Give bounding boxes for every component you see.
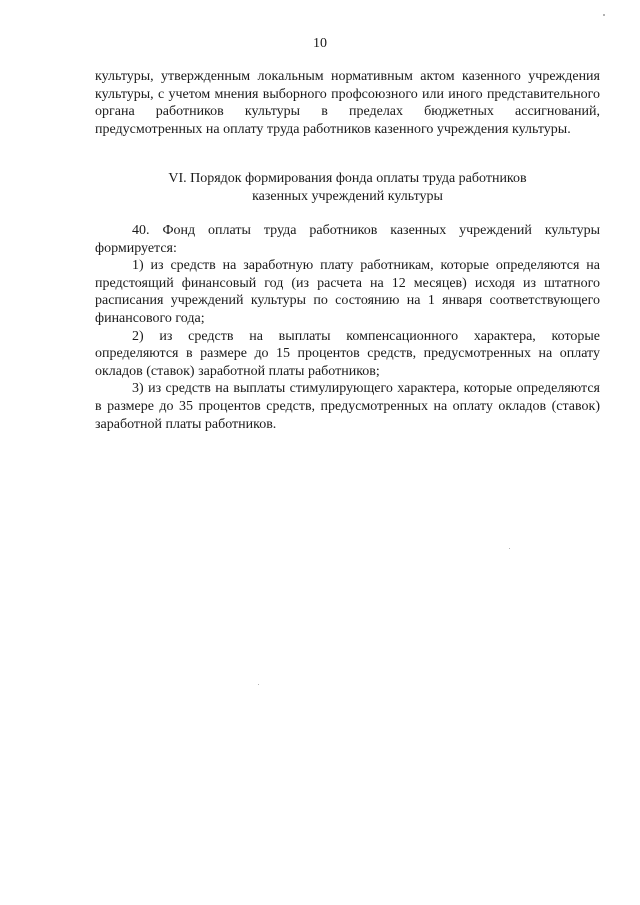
page-number: 10 bbox=[313, 36, 327, 51]
clause-40-item-2: 2) из средств на выплаты компенсационного характера, которые определяются в размере до 15 процентов средств, предусмотренных на оплату окладов (ставок) заработной платы работников; bbox=[95, 328, 600, 379]
scan-speck bbox=[603, 14, 605, 16]
clause-40-intro: 40. Фонд оплаты труда работников казенных учреждений культуры формируется: bbox=[95, 223, 600, 256]
section-heading bbox=[95, 170, 600, 206]
clause-40-item-3: 3) из средств на выплаты стимулирующего характера, которые определяются в размере до 35 процентов средств, предусмотренных на оплату окладов (ставок) заработной платы работников. bbox=[95, 381, 600, 432]
section-heading-line-1: VI. Порядок формирования фонда оплаты труда работников bbox=[168, 171, 527, 186]
continuation-paragraph: культуры, утвержденным локальным нормативным актом казенного учреждения культуры, с учетом мнения выборного профсоюзного или иного представительного органа работников культуры в пределах бюджетных ассигнований, предусмотренных на оплату труда работников казенного учреждения культуры. bbox=[95, 69, 600, 137]
scan-speck bbox=[509, 548, 510, 549]
clause-40-item-1: 1) из средств на заработную плату работникам, которые определяются на предстоящий финансовый год (из расчета на 12 месяцев) исходя из штатного расписания учреждений культуры по состоянию на 1 января соответствующего финансового года; bbox=[95, 258, 600, 326]
clause-40 bbox=[95, 222, 600, 433]
section-heading-line-2: казенных учреждений культуры bbox=[252, 189, 443, 204]
scan-speck bbox=[258, 684, 259, 685]
